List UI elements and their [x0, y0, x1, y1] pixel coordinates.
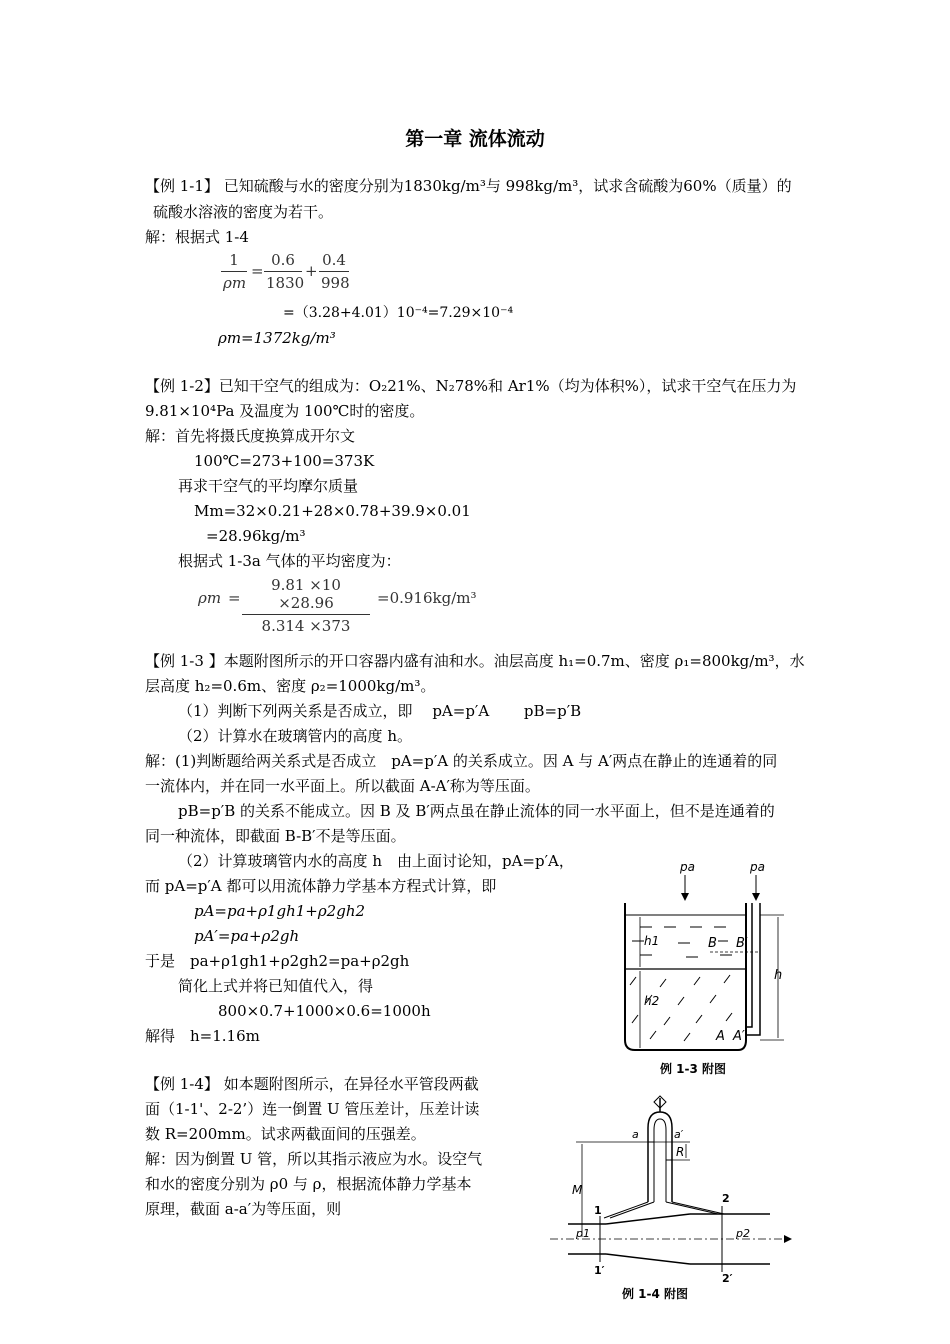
fig4-label-1b: 1′ [594, 1264, 605, 1277]
ex4-problem-line2: 面（1-1'、2-2’）连一倒置 U 管压差计，压差计读 [145, 1100, 480, 1118]
ex4-solution-line2: 和水的密度分别为 ρ0 与 ρ，根据流体静力学基本 [145, 1175, 472, 1193]
ex4-problem-line1: 【例 1-4】 如本题附图所示，在异径水平管段两截 [145, 1075, 479, 1093]
ex3-solution-line4: 同一种流体，即截面 B-B′不是等压面。 [145, 827, 406, 845]
fig3-caption: 例 1-3 附图 [660, 1062, 727, 1076]
ex3-problem-line1: 【例 1-3 】本题附图所示的开口容器内盛有油和水。油层高度 h₁=0.7m、密度 ρ₁=800kg/m³，水 [145, 652, 805, 670]
fig4-label-2: 2 [722, 1192, 730, 1205]
ex3-solution-line1: 解：(1)判断题给两关系式是否成立 pA=p′A 的关系成立。因 A 与 A′两点在静止的连通着的同 [145, 752, 778, 770]
fig4-label-R: R [676, 1145, 685, 1159]
ex2-density-fraction: 9.81 ×10 ×28.96 8.314 ×373 [242, 576, 370, 635]
ex2-molar-result: =28.96kg/m³ [206, 527, 306, 545]
ex1-solution-intro: 解：根据式 1-4 [145, 228, 249, 246]
ex3-solution-line2: 一流体内，并在同一水平面上。所以截面 A-A′称为等压面。 [145, 777, 540, 795]
ex3-solution-line6: 而 pA=p′A 都可以用流体静力学基本方程式计算，即 [145, 877, 497, 895]
fig4-label-a2: a′ [674, 1128, 684, 1141]
ex1-formula-plus: + [305, 262, 318, 280]
ex3-figure [600, 855, 810, 1080]
fig4-label-M: M [572, 1183, 583, 1197]
ex3-equation3: 于是 pa+ρ1gh1+ρ2gh2=pa+ρ2gh [145, 952, 410, 970]
ex4-problem-line3: 数 R=200mm。试求两截面间的压强差。 [145, 1125, 426, 1143]
ex2-solution-intro: 解：首先将摄氏度换算成开尔文 [145, 427, 356, 445]
fig3-label-B: B [708, 936, 717, 951]
fig3-label-pa2: pa [750, 860, 765, 874]
fig4-label-p1: p1 [576, 1227, 590, 1240]
ex1-formula-lhs: 1 ρm [223, 251, 247, 292]
ex2-density-intro: 根据式 1-3a 气体的平均密度为： [178, 552, 401, 570]
ex1-problem-line2: 硫酸水溶液的密度为若干。 [153, 203, 334, 221]
ex3-question1: （1）判断下列两关系是否成立，即 pA=p′A pB=p′B [178, 702, 582, 720]
ex4-solution-line3: 原理，截面 a-a′为等压面，则 [145, 1200, 342, 1218]
fig3-label-B2: B′ [736, 936, 748, 951]
chapter-title: 第一章 流体流动 [405, 128, 545, 150]
ex2-molar-calc: Mm=32×0.21+28×0.78+39.9×0.01 [194, 502, 471, 520]
ex3-question2: （2）计算水在玻璃管内的高度 h。 [178, 727, 412, 745]
fig4-label-p2: p2 [736, 1227, 750, 1240]
ex1-problem-line1: 【例 1-1】 已知硫酸与水的密度分别为1830kg/m³与 998kg/m³，试求含硫酸为60%（质量）的 [145, 177, 792, 195]
ex3-solution-line5: （2）计算玻璃管内水的高度 h 由上面讨论知，pA=p′A， [178, 852, 574, 870]
ex4-solution-line1: 解：因为倒置 U 管，所以其指示液应为水。设空气 [145, 1150, 483, 1168]
fig4-label-2b: 2′ [722, 1272, 733, 1285]
ex2-density-result: =0.916kg/m³ [377, 589, 477, 607]
ex2-density-lhs: ρm [198, 589, 222, 607]
fig3-label-pa1: pa [680, 860, 695, 874]
fig3-label-A2: A′ [733, 1029, 745, 1044]
ex1-step: =（3.28+4.01）10⁻⁴=7.29×10⁻⁴ [283, 305, 514, 321]
ex1-result: ρm=1372kg/m³ [218, 329, 336, 347]
fig4-caption: 例 1-4 附图 [622, 1287, 689, 1301]
fig4-label-1: 1 [594, 1204, 602, 1217]
fig3-label-h1: h1 [644, 934, 660, 948]
fig3-label-h: h [774, 968, 783, 983]
ex3-simplify-intro: 简化上式并将已知值代入，得 [178, 977, 374, 995]
ex2-problem-line2: 9.81×10⁴Pa 及温度为 100℃时的密度。 [145, 402, 425, 420]
ex2-molar-intro: 再求干空气的平均摩尔质量 [178, 477, 359, 495]
ex2-problem-line1: 【例 1-2】已知干空气的组成为：O₂21%、N₂78%和 Ar1%（均为体积%），试求干空气在压力为 [145, 377, 797, 395]
ex3-equation1: pA=pa+ρ1gh1+ρ2gh2 [194, 902, 366, 920]
ex2-temperature: 100℃=273+100=373K [194, 452, 375, 470]
ex3-equation2: pA′=pa+ρ2gh [194, 927, 300, 945]
ex2-density-eq: = [228, 589, 241, 607]
ex3-answer: 解得 h=1.16m [145, 1027, 260, 1045]
ex1-formula-term-b: 0.4 998 [321, 251, 350, 292]
ex1-formula-eq: = [251, 262, 264, 280]
ex4-figure [540, 1092, 800, 1304]
fig3-label-h2: h2 [644, 994, 660, 1008]
ex3-solution-line3: pB=p′B 的关系不能成立。因 B 及 B′两点虽在静止流体的同一水平面上，但不是连通着的 [178, 802, 775, 820]
ex1-formula-term-a: 0.6 1830 [266, 251, 305, 292]
ex3-problem-line2: 层高度 h₂=0.6m、密度 ρ₂=1000kg/m³。 [145, 677, 436, 695]
fig4-label-a: a [632, 1128, 639, 1141]
fig3-label-A: A [716, 1029, 725, 1044]
ex3-substitution: 800×0.7+1000×0.6=1000h [218, 1002, 431, 1020]
